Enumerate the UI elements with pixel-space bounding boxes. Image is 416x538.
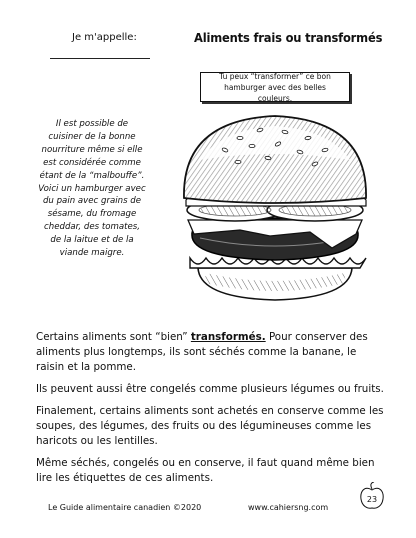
tip-box (200, 72, 350, 102)
apple-icon (360, 482, 384, 510)
paragraph-canned: Finalement, certains aliments sont achetés en conserve comme les soupes, des légumes, des fruits ou des légumineuses comme les haricots ou les lentilles. (36, 405, 384, 447)
paragraph-labels: Même séchés, congelés ou en conserve, il faut quand même bien lire les étiquettes de ces aliments. (36, 457, 375, 484)
footer-source: Le Guide alimentaire canadien ©2020 (48, 503, 202, 512)
page-title: Aliments frais ou transformés (194, 30, 383, 45)
footer-website[interactable]: www.cahiersng.com (248, 503, 329, 512)
hamburger-icon (160, 108, 390, 313)
side-description: Il est possible de cuisiner de la bonne nourriture même si elle est considérée comme étant de la “malbouffe”. Voici un hamburger avec du pain avec grains de sésame, du fromage cheddar, des tomates, de la laitue et de la viande maigre. (38, 119, 146, 259)
paragraph-processed: Certains aliments sont “bien” transformés. Pour conserver des aliments plus longtemps, ils sont séchés comme la banane, le raisin et la pomme. (36, 331, 368, 373)
keyword-transformes: transformés. (190, 331, 266, 343)
name-line[interactable] (50, 58, 150, 59)
paragraph-frozen: Ils peuvent aussi être congelés comme plusieurs légumes ou fruits. (36, 383, 384, 395)
body-text (36, 330, 386, 493)
name-label: Je m'appelle: (72, 32, 137, 43)
page-number: 23 (366, 495, 378, 504)
tip-text: Tu peux “transformer” ce bon hamburger avec des belles couleurs. (219, 71, 331, 103)
